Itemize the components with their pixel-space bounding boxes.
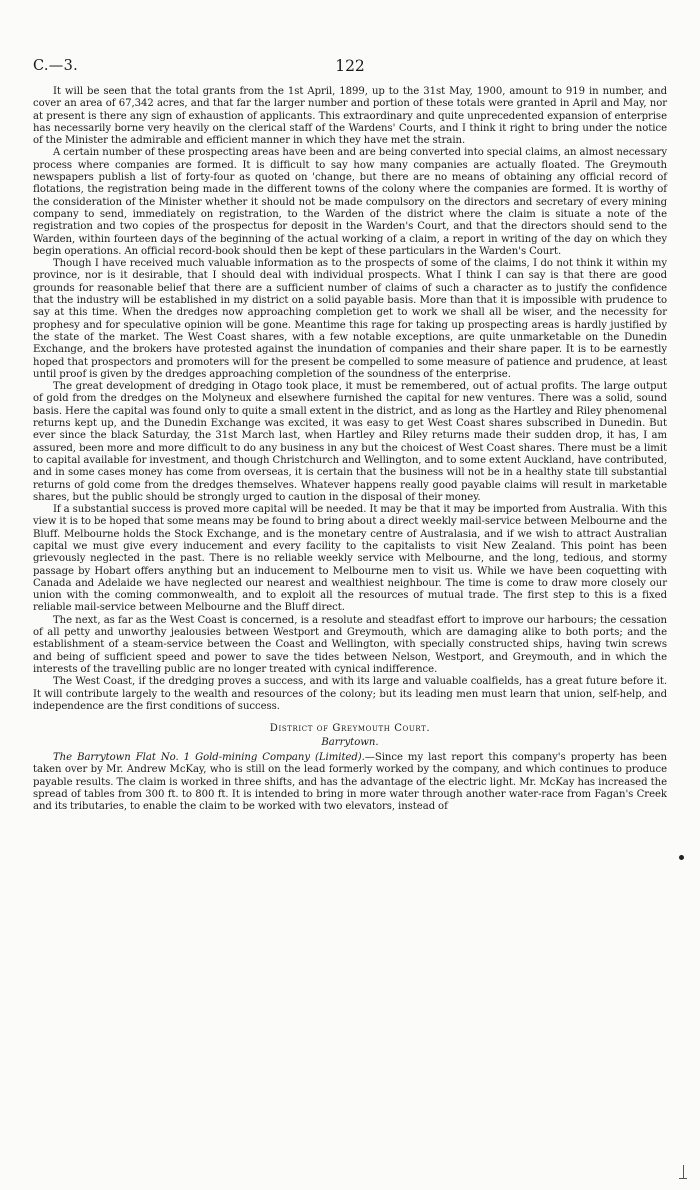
paragraph-grants-total: It will be seen that the total grants from the 1st April, 1899, up to the 31st May, 1900, amount to 919 in number, and cover an area of 67,342 acres, and that far the larger number and portion of these totals were granted in April and May, nor at present is there any sign of exhaustion of applicants. This extraordinary and quite unprecedented expansion of enterprise has necessarily borne very heavily on the clerical staff of the Wardens' Courts, and I think it right to bring under the notice of the Minister the admirable and efficient manner in which they have met the strain. — [33, 86, 667, 147]
paragraph-barrytown-company — [33, 752, 667, 813]
report-body — [33, 86, 667, 814]
section-heading: District of Greymouth Court. — [269, 723, 431, 735]
paragraph-harbours: The next, as far as the West Coast is concerned, is a resolute and steadfast effort to improve our harbours; the cessation of all petty and unworthy jealousies between Westport and Greymouth, which are damaging alike to both ports; and the establishment of a steam-service between the Coast and Wellington, with specially constructed ships, having twin screws and being of sufficient speed and power to save the tides between Nelson, Westport, and Greymouth, and in which the interests of the travelling public are no longer treated with cynical indifference. — [33, 614, 667, 675]
paragraph-otago-dredging: The great development of dredging in Otago took place, it must be remembered, out of actual profits. The large output of gold from the dredges on the Molyneux and elsewhere furnished the capital for new ventures. There was a solid, sound basis. Here the capital was found only to quite a small extent in the district, and as long as the Hartley and Riley phenomenal returns kept up, and the Dunedin Exchange was excited, it was easy to get West Coast shares subscribed in Dunedin. But ever since the black Saturday, the 31st March last, when Hartley and Riley returns made their sudden drop, it has, I am assured, been more and more difficult to do any business in any but the choicest of West Coast shares. There must be a limit to capital available for investment, and though Christchurch and Wellington, and to some extent Auckland, have contributed, and in some cases money has come from overseas, it is certain that the business will not be in a healthy state till substantial returns of gold come from the dredges themselves. Whatever happens really good payable claims will result in marketable shares, but the public should be strongly urged to caution in the disposal of their money. — [33, 381, 667, 503]
margin-dot-mark — [679, 855, 684, 860]
paragraph-special-claims: A certain number of these prospecting areas have been and are being converted into special claims, an almost necessary process where companies are formed. It is difficult to say how many companies are actually floated. The Greymouth newspapers publish a list of forty-four as quoted on 'change, but there are no means of obtaining any official record of flotations, the registration being made in the different towns of the colony where the companies are formed. It is worthy of the consideration of the Minister whether it should not be made compulsory on the directors and secretary of every mining company to send, immediately on registration, to the Warden of the district where the claim is situate a note of the registration and two copies of the prospectus for deposit in the Warden's Court, and that the directors should send to the Warden, within fourteen days of the beginning of the actual working of a claim, a report in writing of the day on which they begin operations. An official record-book should then be kept of these particulars in the Warden's Court. — [33, 147, 667, 257]
page-number: 122 — [335, 57, 365, 75]
document-code: C.—3. — [33, 58, 79, 74]
paragraph-west-coast-future: The West Coast, if the dredging proves a success, and with its large and valuable coalfields, has a great future before it. It will contribute largely to the wealth and resources of the colony; but its leading men must learn that union, self-help, and independence are the first conditions of success. — [33, 676, 667, 712]
paragraph-prospects: Though I have received much valuable information as to the prospects of some of the claims, I do not think it within my province, nor is it desirable, that I should deal with individual prospects. What I think I can say is that there are good grounds for reasonable belief that there are a sufficient number of claims of such a character as to justify the confidence that the industry will be established in my district on a solid payable basis. More than that it is impossible with prudence to say at this time. When the dredges now approaching completion get to work we shall all be wiser, and the necessity for prophesy and for speculative opinion will be gone. Meantime this rage for taking up prospecting areas is hardly justified by the state of the market. The West Coast shares, with a few notable exceptions, are quite unmarketable on the Dunedin Exchange, and the brokers have protested against the inundation of companies and their share paper. It is to be earnestly hoped that prospectors and promoters will for the present be compelled to some measure of patience and prudence, at least until proof is given by the dredges approaching completion of the soundness of the enterprise. — [33, 258, 667, 380]
paragraph-mail-service: If a substantial success is proved more capital will be needed. It may be that it may be imported from Australia. With this view it is to be hoped that some means may be found to bring about a direct weekly mail-service between Melbourne and the Bluff. Melbourne holds the Stock Exchange, and is the monetary centre of Australasia, and if we wish to attract Australian capital we must give every inducement and every facility to the capitalists to visit New Zealand. This point has been grievously neglected in the past. There is no reliable weekly service with Melbourne, and the long, tedious, and stormy passage by Hobart offers anything but an inducement to Melbourne men to visit us. While we have been coquetting with Canada and Adelaide we have neglected our nearest and wealthiest neighbour. The time is come to draw more closely our union with the coming commonwealth, and to exploit all the resources of mutual trade. The first step to this is a fixed reliable mail-service between Melbourne and the Bluff direct. — [33, 504, 667, 614]
margin-tick-mark — [683, 1165, 684, 1179]
company-report-text: —Since my last report this company's property has been taken over by Mr. Andrew McKay, who is still on the lead formerly worked by the company, and which continues to produce payable results. The claim is worked in three shifts, and has the advantage of the electric light. Mr. McKay has increased the spread of tables from 300 ft. to 800 ft. It is intended to bring in more water through another water-race from Fagan's Creek and its tributaries, to enable the claim to be worked with two elevators, instead of — [33, 752, 667, 813]
margin-dash-mark — [679, 1178, 687, 1179]
company-name: The Barrytown Flat No. 1 Gold-mining Company (Limited). — [53, 752, 365, 764]
section-subheading: Barrytown. — [321, 737, 379, 749]
